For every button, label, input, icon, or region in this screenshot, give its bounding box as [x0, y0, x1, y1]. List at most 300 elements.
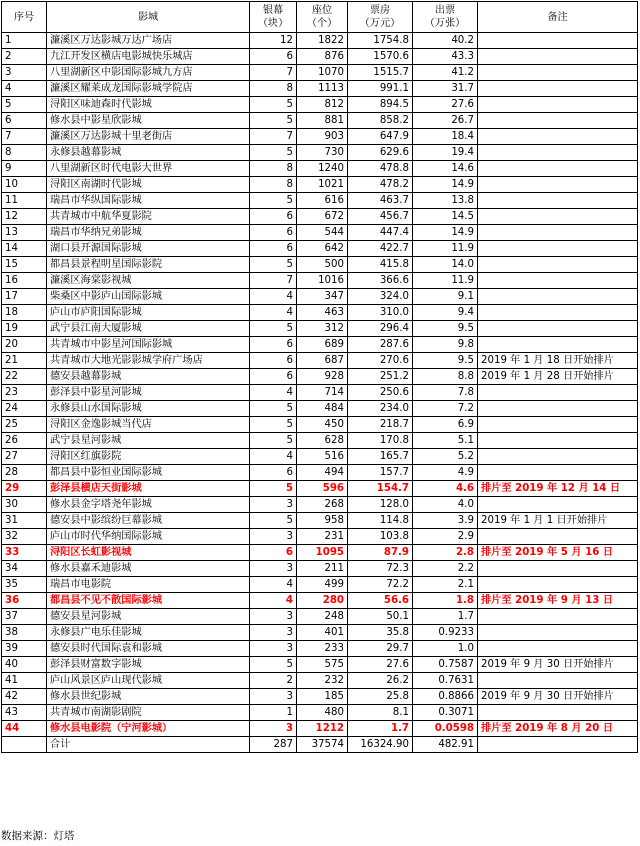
cell-tickets: 4.9 [413, 465, 478, 481]
cell-no: 43 [2, 705, 47, 721]
cell-tickets: 0.3071 [413, 705, 478, 721]
table-row [2, 673, 638, 689]
cell-note [478, 529, 638, 545]
cell-cinema: 柴桑区中影庐山国际影城 [47, 289, 250, 305]
cell-seats: 730 [297, 145, 348, 161]
header-note: 备注 [478, 2, 638, 33]
cell-note [478, 97, 638, 113]
cell-box-office: 218.7 [348, 417, 413, 433]
cell-screens: 5 [250, 113, 297, 129]
cell-note [478, 385, 638, 401]
cell-no: 4 [2, 81, 47, 97]
cell-screens: 4 [250, 289, 297, 305]
cell-box-office: 170.8 [348, 433, 413, 449]
table-row [2, 417, 638, 433]
table-row [2, 497, 638, 513]
table-body [2, 33, 638, 737]
cell-seats: 928 [297, 369, 348, 385]
cell-note [478, 561, 638, 577]
header-screens: 银幕 （块） [250, 2, 297, 33]
cell-screens: 1 [250, 705, 297, 721]
cell-no: 6 [2, 113, 47, 129]
cell-tickets: 41.2 [413, 65, 478, 81]
cell-screens: 4 [250, 385, 297, 401]
cell-tickets: 40.2 [413, 33, 478, 49]
cell-screens: 3 [250, 497, 297, 513]
total-screens: 287 [250, 737, 297, 753]
total-label [2, 737, 47, 753]
cell-note [478, 433, 638, 449]
cell-tickets: 9.8 [413, 337, 478, 353]
cell-seats: 1070 [297, 65, 348, 81]
cell-box-office: 103.8 [348, 529, 413, 545]
cell-tickets: 7.2 [413, 401, 478, 417]
cell-no: 1 [2, 33, 47, 49]
cell-box-office: 72.3 [348, 561, 413, 577]
cell-note [478, 33, 638, 49]
cell-seats: 1240 [297, 161, 348, 177]
cell-note [478, 321, 638, 337]
cell-seats: 232 [297, 673, 348, 689]
cell-box-office: 128.0 [348, 497, 413, 513]
cell-tickets: 26.7 [413, 113, 478, 129]
cell-seats: 494 [297, 465, 348, 481]
cell-screens: 2 [250, 673, 297, 689]
table-row [2, 401, 638, 417]
cell-cinema: 德安县中影缤纷巨幕影城 [47, 513, 250, 529]
cell-screens: 7 [250, 129, 297, 145]
cell-cinema: 永修县越幕影城 [47, 145, 250, 161]
cell-note [478, 129, 638, 145]
cell-no: 5 [2, 97, 47, 113]
cell-screens: 5 [250, 145, 297, 161]
cell-box-office: 270.6 [348, 353, 413, 369]
cell-no: 3 [2, 65, 47, 81]
cell-note [478, 337, 638, 353]
cell-no: 17 [2, 289, 47, 305]
cell-no: 20 [2, 337, 47, 353]
cell-note [478, 705, 638, 721]
cell-screens: 3 [250, 529, 297, 545]
cell-no: 25 [2, 417, 47, 433]
cell-seats: 544 [297, 225, 348, 241]
cell-note: 排片至 2019 年 9 月 13 日 [478, 593, 638, 609]
cell-tickets: 5.1 [413, 433, 478, 449]
table-row [2, 369, 638, 385]
cell-cinema: 瑞昌市电影院 [47, 577, 250, 593]
cell-seats: 211 [297, 561, 348, 577]
cell-box-office: 1515.7 [348, 65, 413, 81]
cell-no: 39 [2, 641, 47, 657]
cell-box-office: 463.7 [348, 193, 413, 209]
cell-box-office: 1754.8 [348, 33, 413, 49]
cell-note [478, 497, 638, 513]
cell-screens: 8 [250, 81, 297, 97]
cell-cinema: 德安县越幕影城 [47, 369, 250, 385]
cell-box-office: 1570.6 [348, 49, 413, 65]
cell-no: 24 [2, 401, 47, 417]
cell-tickets: 14.9 [413, 225, 478, 241]
cell-tickets: 27.6 [413, 97, 478, 113]
table-row [2, 81, 638, 97]
cell-tickets: 1.0 [413, 641, 478, 657]
cell-note [478, 641, 638, 657]
table-row [2, 225, 638, 241]
table-row [2, 705, 638, 721]
cell-note [478, 257, 638, 273]
cell-box-office: 858.2 [348, 113, 413, 129]
cell-note [478, 465, 638, 481]
cell-box-office: 35.8 [348, 625, 413, 641]
cell-box-office: 72.2 [348, 577, 413, 593]
cell-cinema: 湖口县开源国际影城 [47, 241, 250, 257]
cinema-box-office-table [1, 1, 638, 753]
cell-seats: 687 [297, 353, 348, 369]
table-row [2, 193, 638, 209]
cell-seats: 1113 [297, 81, 348, 97]
cell-no: 8 [2, 145, 47, 161]
cell-tickets: 9.5 [413, 321, 478, 337]
cell-tickets: 14.0 [413, 257, 478, 273]
cell-box-office: 415.8 [348, 257, 413, 273]
cell-cinema: 彭泽县横店天街影城 [47, 481, 250, 497]
cell-screens: 5 [250, 657, 297, 673]
table-row [2, 161, 638, 177]
table-row [2, 33, 638, 49]
cell-box-office: 26.2 [348, 673, 413, 689]
cell-box-office: 296.4 [348, 321, 413, 337]
header-cinema: 影城 [47, 2, 250, 33]
header-tickets: 出票 （万张） [413, 2, 478, 33]
cell-tickets: 2.1 [413, 577, 478, 593]
table-row [2, 465, 638, 481]
cell-no: 31 [2, 513, 47, 529]
cell-cinema: 濂溪区耀莱成龙国际影城学院店 [47, 81, 250, 97]
table-row [2, 305, 638, 321]
table-header-row [2, 2, 638, 33]
cell-no: 18 [2, 305, 47, 321]
table-row [2, 49, 638, 65]
cell-screens: 5 [250, 513, 297, 529]
cell-no: 28 [2, 465, 47, 481]
cell-box-office: 1.7 [348, 721, 413, 737]
cell-box-office: 287.6 [348, 337, 413, 353]
cell-no: 35 [2, 577, 47, 593]
cell-seats: 233 [297, 641, 348, 657]
cell-box-office: 894.5 [348, 97, 413, 113]
cell-no: 11 [2, 193, 47, 209]
cell-note: 2019 年 1 月 28 日开始排片 [478, 369, 638, 385]
cell-note [478, 65, 638, 81]
cell-box-office: 422.7 [348, 241, 413, 257]
cell-screens: 3 [250, 689, 297, 705]
cell-no: 36 [2, 593, 47, 609]
cell-tickets: 5.2 [413, 449, 478, 465]
cell-cinema: 修水县电影院（宁河影城） [47, 721, 250, 737]
cell-note [478, 209, 638, 225]
table-row [2, 577, 638, 593]
cell-tickets: 18.4 [413, 129, 478, 145]
cell-no: 34 [2, 561, 47, 577]
cell-note: 2019 年 9 月 30 日开始排片 [478, 689, 638, 705]
table-row [2, 241, 638, 257]
cell-seats: 689 [297, 337, 348, 353]
cell-tickets: 0.7631 [413, 673, 478, 689]
cell-tickets: 6.9 [413, 417, 478, 433]
cell-no: 38 [2, 625, 47, 641]
cell-tickets: 9.1 [413, 289, 478, 305]
cell-tickets: 11.9 [413, 273, 478, 289]
cell-seats: 714 [297, 385, 348, 401]
cell-seats: 812 [297, 97, 348, 113]
cell-cinema: 八里湖新区中影国际影城九方店 [47, 65, 250, 81]
cell-cinema: 德安县时代国际袁和影城 [47, 641, 250, 657]
cell-tickets: 1.8 [413, 593, 478, 609]
cell-screens: 12 [250, 33, 297, 49]
cell-seats: 185 [297, 689, 348, 705]
cell-screens: 6 [250, 353, 297, 369]
cell-box-office: 456.7 [348, 209, 413, 225]
cell-screens: 3 [250, 641, 297, 657]
cell-screens: 5 [250, 193, 297, 209]
cell-cinema: 濂溪区万达影城万达广场店 [47, 33, 250, 49]
cell-seats: 231 [297, 529, 348, 545]
cell-seats: 628 [297, 433, 348, 449]
cell-screens: 6 [250, 225, 297, 241]
cell-screens: 3 [250, 625, 297, 641]
cell-no: 26 [2, 433, 47, 449]
cell-cinema: 浔阳区红旗影院 [47, 449, 250, 465]
cell-cinema: 庐山风景区庐山现代影城 [47, 673, 250, 689]
cell-cinema: 永修县山水国际影城 [47, 401, 250, 417]
cell-screens: 3 [250, 561, 297, 577]
cell-box-office: 250.6 [348, 385, 413, 401]
cell-cinema: 濂溪区海棠影视城 [47, 273, 250, 289]
cell-box-office: 114.8 [348, 513, 413, 529]
table-row [2, 433, 638, 449]
cell-note: 排片至 2019 年 8 月 20 日 [478, 721, 638, 737]
cell-box-office: 647.9 [348, 129, 413, 145]
cell-tickets: 1.7 [413, 609, 478, 625]
cell-box-office: 50.1 [348, 609, 413, 625]
cell-screens: 4 [250, 305, 297, 321]
cell-no: 42 [2, 689, 47, 705]
total-tickets: 482.91 [413, 737, 478, 753]
cell-seats: 596 [297, 481, 348, 497]
table-row [2, 609, 638, 625]
cell-box-office: 56.6 [348, 593, 413, 609]
cell-screens: 4 [250, 577, 297, 593]
cell-cinema: 修水县嘉禾迪影城 [47, 561, 250, 577]
total-row [2, 737, 638, 753]
table-row [2, 625, 638, 641]
cell-cinema: 庐山市庐阳国际影城 [47, 305, 250, 321]
cell-cinema: 瑞昌市华纳兄弟影城 [47, 225, 250, 241]
cell-tickets: 19.4 [413, 145, 478, 161]
cell-cinema: 武宁县江南大厦影城 [47, 321, 250, 337]
cell-box-office: 27.6 [348, 657, 413, 673]
cell-cinema: 修水县金字塔尧年影城 [47, 497, 250, 513]
cell-box-office: 991.1 [348, 81, 413, 97]
cell-seats: 463 [297, 305, 348, 321]
cell-note: 排片至 2019 年 5 月 16 日 [478, 545, 638, 561]
cell-cinema: 共青城市大地光影影城学府广场店 [47, 353, 250, 369]
cell-note: 2019 年 9 月 30 日开始排片 [478, 657, 638, 673]
cell-no: 30 [2, 497, 47, 513]
cell-screens: 7 [250, 273, 297, 289]
cell-screens: 5 [250, 97, 297, 113]
cell-note [478, 241, 638, 257]
cell-tickets: 2.2 [413, 561, 478, 577]
cell-note [478, 449, 638, 465]
data-source-note: 数据来源：灯塔 [1, 830, 75, 842]
cell-seats: 1095 [297, 545, 348, 561]
cell-cinema: 浔阳区金逸影城当代店 [47, 417, 250, 433]
cell-tickets: 9.5 [413, 353, 478, 369]
cell-seats: 958 [297, 513, 348, 529]
table-row [2, 257, 638, 273]
header-no: 序号 [2, 2, 47, 33]
table-row [2, 113, 638, 129]
cell-tickets: 11.9 [413, 241, 478, 257]
cell-screens: 6 [250, 241, 297, 257]
table-row [2, 353, 638, 369]
cell-seats: 1016 [297, 273, 348, 289]
cell-seats: 903 [297, 129, 348, 145]
table-row [2, 593, 638, 609]
cell-tickets: 2.8 [413, 545, 478, 561]
cell-note [478, 673, 638, 689]
cell-screens: 6 [250, 49, 297, 65]
cell-note: 排片至 2019 年 12 月 14 日 [478, 481, 638, 497]
table-row [2, 641, 638, 657]
cell-cinema: 德安县星河影城 [47, 609, 250, 625]
cell-seats: 401 [297, 625, 348, 641]
cell-seats: 1212 [297, 721, 348, 737]
cell-seats: 480 [297, 705, 348, 721]
cell-note [478, 609, 638, 625]
cell-cinema: 瑞昌市华纵国际影城 [47, 193, 250, 209]
table-row [2, 289, 638, 305]
cell-no: 13 [2, 225, 47, 241]
cell-screens: 5 [250, 401, 297, 417]
cell-screens: 8 [250, 177, 297, 193]
cell-screens: 6 [250, 369, 297, 385]
total-seats: 37574 [297, 737, 348, 753]
cell-seats: 616 [297, 193, 348, 209]
cell-no: 19 [2, 321, 47, 337]
cell-seats: 268 [297, 497, 348, 513]
cell-box-office: 310.0 [348, 305, 413, 321]
cell-cinema: 庐山市时代华纳国际影城 [47, 529, 250, 545]
cell-screens: 6 [250, 465, 297, 481]
cell-no: 16 [2, 273, 47, 289]
cell-no: 10 [2, 177, 47, 193]
cell-tickets: 14.5 [413, 209, 478, 225]
cell-tickets: 9.4 [413, 305, 478, 321]
cell-seats: 575 [297, 657, 348, 673]
cell-note [478, 177, 638, 193]
cell-note [478, 193, 638, 209]
cell-no: 22 [2, 369, 47, 385]
cell-cinema: 共青城市南湖影剧院 [47, 705, 250, 721]
cell-seats: 248 [297, 609, 348, 625]
cell-screens: 3 [250, 609, 297, 625]
cell-seats: 672 [297, 209, 348, 225]
cell-box-office: 629.6 [348, 145, 413, 161]
cell-note: 2019 年 1 月 18 日开始排片 [478, 353, 638, 369]
cell-no: 44 [2, 721, 47, 737]
cell-seats: 642 [297, 241, 348, 257]
cell-cinema: 修水县中影星欣影城 [47, 113, 250, 129]
cell-no: 27 [2, 449, 47, 465]
table-row [2, 97, 638, 113]
cell-cinema: 永修县广电乐佳影城 [47, 625, 250, 641]
cell-note: 2019 年 1 月 1 日开始排片 [478, 513, 638, 529]
cell-tickets: 0.8866 [413, 689, 478, 705]
table-row [2, 689, 638, 705]
cell-cinema: 修水县世纪影城 [47, 689, 250, 705]
header-seats: 座位 （个） [297, 2, 348, 33]
cell-seats: 876 [297, 49, 348, 65]
cell-box-office: 324.0 [348, 289, 413, 305]
cell-note [478, 49, 638, 65]
cell-cinema: 都昌县不见不散国际影城 [47, 593, 250, 609]
cell-no: 23 [2, 385, 47, 401]
cell-seats: 499 [297, 577, 348, 593]
cell-no: 2 [2, 49, 47, 65]
cell-screens: 3 [250, 721, 297, 737]
cell-cinema: 浔阳区味迪森时代影城 [47, 97, 250, 113]
cell-note [478, 625, 638, 641]
table-row [2, 529, 638, 545]
cell-box-office: 478.2 [348, 177, 413, 193]
cell-box-office: 478.8 [348, 161, 413, 177]
cell-cinema: 八里湖新区时代电影大世界 [47, 161, 250, 177]
table-row [2, 273, 638, 289]
table-row [2, 321, 638, 337]
cell-no: 21 [2, 353, 47, 369]
cell-screens: 6 [250, 209, 297, 225]
cell-screens: 5 [250, 481, 297, 497]
cell-box-office: 157.7 [348, 465, 413, 481]
cell-tickets: 7.8 [413, 385, 478, 401]
cell-tickets: 43.3 [413, 49, 478, 65]
cell-screens: 4 [250, 593, 297, 609]
cell-cinema: 共青城市中航华夏影院 [47, 209, 250, 225]
cell-screens: 6 [250, 337, 297, 353]
cell-screens: 8 [250, 161, 297, 177]
cell-note [478, 113, 638, 129]
total-label-cell: 合计 [47, 737, 250, 753]
header-box-office: 票房 （万元） [348, 2, 413, 33]
cell-box-office: 87.9 [348, 545, 413, 561]
cell-no: 29 [2, 481, 47, 497]
cell-box-office: 447.4 [348, 225, 413, 241]
cell-box-office: 366.6 [348, 273, 413, 289]
cell-box-office: 251.2 [348, 369, 413, 385]
cell-screens: 5 [250, 433, 297, 449]
cell-tickets: 8.8 [413, 369, 478, 385]
total-box-office: 16324.90 [348, 737, 413, 753]
cell-tickets: 0.9233 [413, 625, 478, 641]
cell-box-office: 29.7 [348, 641, 413, 657]
table-row [2, 337, 638, 353]
cell-tickets: 31.7 [413, 81, 478, 97]
cell-cinema: 武宁县星河影城 [47, 433, 250, 449]
cell-screens: 4 [250, 449, 297, 465]
cell-seats: 347 [297, 289, 348, 305]
